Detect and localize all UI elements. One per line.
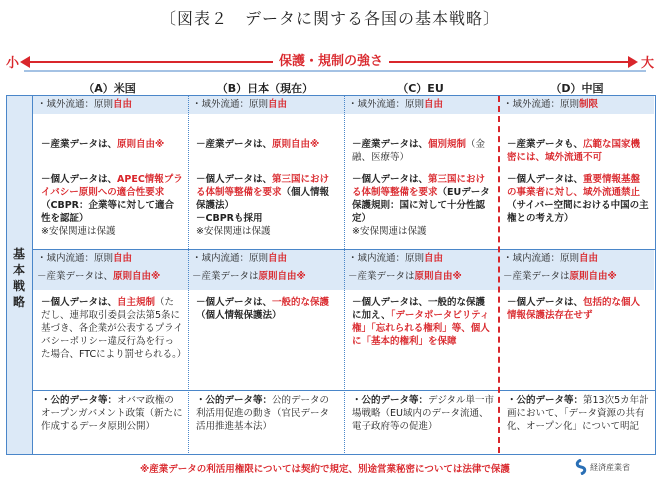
public-data-us — [37, 392, 187, 452]
cell-suffix: （個人情報保護法） — [196, 310, 282, 321]
cell-text: 第13次5カ年計画において、「データ資源の共有化、オープン化」について明記 — [507, 395, 649, 432]
side-header — [7, 96, 33, 454]
cell-key: 自由 — [113, 253, 133, 264]
cell-note: ※安保関連は保護 — [352, 226, 427, 237]
cb-industrial-china — [503, 136, 653, 166]
cell-prefix: －産業データは、 — [196, 139, 273, 150]
cell-prefix: －個人データは、 — [41, 174, 118, 185]
cb-personal-eu — [348, 171, 498, 249]
column-divider — [188, 96, 189, 453]
cell-suffix: ※ — [151, 271, 161, 282]
strategy-table — [6, 95, 656, 455]
cell-key: 自由 — [113, 99, 133, 110]
cell-key: 制限 — [579, 99, 599, 110]
cell-extra: －CBPRも採用 — [196, 213, 263, 224]
cell-prefix: ・公的データ等： — [352, 395, 429, 406]
column-header-japan: （B）日本（現在） — [216, 82, 314, 95]
cell-prefix: －産業データは — [192, 271, 259, 282]
cell-suffix: （個人情報保護法） — [196, 187, 330, 211]
cross-border-eu — [344, 96, 499, 114]
domestic-us — [33, 250, 188, 268]
cell-prefix: ・域内流通：原則 — [192, 253, 269, 264]
cell-prefix: ・公的データ等： — [196, 395, 273, 406]
cell-key: 包括的な個人情報保護法存在せず — [507, 297, 641, 321]
dom-personal-us — [37, 294, 187, 386]
cell-prefix: ・域内流通：原則 — [503, 253, 580, 264]
cell-suffix: ※ — [310, 139, 320, 150]
cb-industrial-eu — [348, 136, 498, 166]
cell-suffix: （ただし、連邦取引委員会法第5条に基づき、各企業が公表するプライバシーポリシー違反行為を行った場合、FTCにより罰せられる。） — [41, 297, 187, 360]
cross-border-japan — [188, 96, 344, 114]
public-data-china — [503, 392, 653, 452]
domestic-eu — [344, 250, 499, 268]
footnote: ※産業データの利活用権限については契約で規定、別途営業秘密については法律で保護 — [140, 464, 510, 475]
dom-personal-china — [503, 294, 653, 386]
cell-prefix: －産業データも、 — [507, 139, 584, 150]
meti-logo-icon — [574, 459, 588, 475]
protection-scale — [6, 52, 656, 74]
cell-key: 原則自由 — [117, 139, 156, 150]
cb-industrial-japan — [192, 136, 342, 166]
cb-personal-japan — [192, 171, 342, 249]
figure-title: 〔図表２ データに関する各国の基本戦略〕 — [159, 9, 500, 28]
cell-prefix: ・域内流通：原則 — [37, 253, 114, 264]
cell-prefix: －産業データは、 — [352, 139, 429, 150]
domestic-japan — [188, 250, 344, 268]
cell-prefix: －個人データは、一般的な保護に加え、 — [352, 297, 486, 321]
cell-prefix: －個人データは、 — [507, 174, 584, 185]
cell-prefix: －産業データは — [348, 271, 415, 282]
dom-industrial-china — [499, 268, 654, 290]
cell-suffix: （EUデータ保護規則：国に対して十分性認定） — [352, 187, 490, 224]
cell-prefix: －個人データは、 — [507, 297, 584, 308]
side-label: 基本戦略 — [12, 247, 25, 309]
cell-prefix: ・域内流通：原則 — [348, 253, 425, 264]
cell-prefix: －個人データは、 — [41, 297, 118, 308]
scale-title — [6, 50, 656, 69]
cell-prefix: －産業データは — [503, 271, 570, 282]
cell-key: 広範な国家機密には、域外流通不可 — [507, 139, 641, 163]
cell-text: 公的データの利活用促進の動き（官民データ活用推進基本法） — [196, 395, 330, 432]
cell-key: APEC情報プライバシー原則への適合性要求 — [41, 174, 183, 198]
column-header-china: （D）中国 — [550, 82, 604, 95]
cell-prefix: －個人データは、 — [196, 297, 273, 308]
cb-personal-us — [37, 171, 187, 249]
cell-prefix: ・域外流通：原則 — [192, 99, 269, 110]
scale-small-label: 小 — [6, 56, 20, 71]
cell-key: 原則自由 — [414, 271, 453, 282]
cell-key: 原則自由 — [272, 139, 311, 150]
column-header-eu: （C）EU — [397, 82, 444, 95]
column-header-us: （A）米国 — [83, 82, 136, 95]
cell-key: 「データポータビリティ権」「忘れられる権利」等、個人に「基本的権利」を保障 — [352, 310, 490, 347]
meti-logo-text: 経済産業省 — [590, 463, 630, 472]
scale-large-label: 大 — [640, 56, 654, 71]
cb-personal-china — [503, 171, 653, 249]
dom-industrial-eu — [344, 268, 499, 290]
cell-key: 自由 — [579, 253, 599, 264]
cell-prefix: ・域外流通：原則 — [503, 99, 580, 110]
public-data-eu — [348, 392, 498, 452]
dom-personal-eu — [348, 294, 498, 386]
china-divider-dashed — [498, 96, 500, 453]
cell-prefix: －産業データは、 — [37, 271, 114, 282]
cell-prefix: －個人データは、 — [196, 174, 273, 185]
cell-suffix: ※ — [452, 271, 462, 282]
cell-suffix: ※ — [296, 271, 306, 282]
cell-key: 原則自由 — [258, 271, 297, 282]
cell-key: 第三国における体制等整備を要求 — [196, 174, 330, 198]
cell-key: 自由 — [268, 99, 288, 110]
cell-key: 第三国における体制等整備を要求 — [352, 174, 486, 198]
cell-prefix: －産業データは、 — [41, 139, 118, 150]
cell-suffix: ※ — [607, 271, 617, 282]
cell-suffix: （金融、医療等） — [352, 139, 486, 163]
cell-key: 自由 — [424, 253, 444, 264]
cell-text: デジタル単一市場戦略（EU域内のデータ流通、電子政府等の促進） — [352, 395, 494, 432]
cell-suffix: ※ — [155, 139, 165, 150]
dom-industrial-japan — [188, 268, 344, 290]
cell-prefix: ・域外流通：原則 — [348, 99, 425, 110]
dom-industrial-us — [33, 268, 188, 290]
cell-suffix: （サイバー空間における中国の主権との考え方） — [507, 200, 649, 224]
cell-note: ※安保関連は保護 — [196, 226, 271, 237]
cell-key: 個別規制 — [428, 139, 467, 150]
cell-prefix: －個人データは、 — [352, 174, 429, 185]
dom-personal-japan — [192, 294, 342, 386]
cell-text: オバマ政権のオープンガバメント政策（新たに作成するデータ原則公開） — [41, 395, 183, 432]
cell-note: ※安保関連は保護 — [41, 226, 116, 237]
cell-key: 原則自由 — [113, 271, 152, 282]
cross-border-china — [499, 96, 654, 114]
domestic-china — [499, 250, 654, 268]
cell-key: 重要情報基盤の事業者に対し、域外流通禁止 — [507, 174, 641, 198]
cell-prefix: ・公的データ等： — [507, 395, 584, 406]
cell-key: 自由 — [268, 253, 288, 264]
cell-key: 原則自由 — [569, 271, 608, 282]
column-divider — [344, 96, 345, 453]
cell-prefix: ・公的データ等： — [41, 395, 118, 406]
cell-suffix: （CBPR：企業等に対して適合性を認証） — [41, 200, 174, 224]
scale-title-text: 保護・規制の強さ — [273, 54, 389, 69]
meti-logo — [574, 458, 656, 476]
public-data-japan — [192, 392, 342, 452]
cell-prefix: ・域外流通：原則 — [37, 99, 114, 110]
cell-key: 自主規制 — [117, 297, 156, 308]
cell-key: 一般的な保護 — [272, 297, 330, 308]
cross-border-us — [33, 96, 188, 114]
cell-key: 自由 — [424, 99, 444, 110]
cb-industrial-us — [37, 136, 187, 166]
